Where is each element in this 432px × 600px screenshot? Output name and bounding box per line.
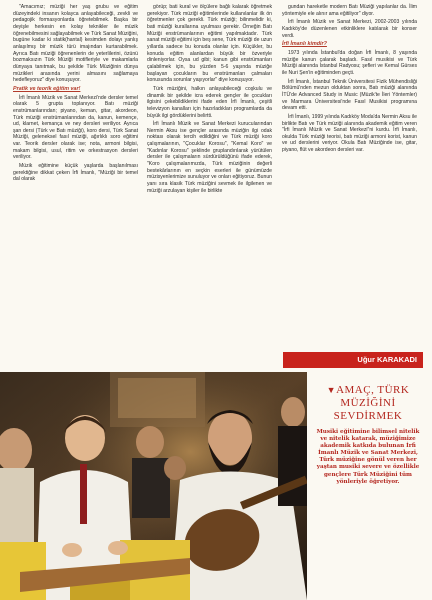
triangle-icon: ▼ bbox=[326, 385, 337, 395]
section-subheading: Pratik ve teorik eğitim var! bbox=[13, 85, 81, 92]
article-paragraph: gundan hareketle modern Batı Müziği yapılanlar da. İlim yöntemiyle ele alınır ama eğitiliyor" diyor. bbox=[282, 4, 417, 17]
article-paragraph: İrfi İmanlı Müzik ve Sanat Merkezi'nde dersler temel olarak 5 grupta toplanıyor. Batı müziği enstrümanlarından; piyano, keman, gitar, akordeon, Türk müziği enstrümanlarından da, kanun, kemençe, ud, klarnet, kemança ve ney dersleri veriliyor. Ayrıca şan dersi (Türk ve Batı müziği), koro dersi, Türk Sanat Müziği, geleneksel fasıl müziği, ağırlıklı soro eğitimi var. Teorik dersler olarak ise; nota, armoni bilgisi, makam bilgisi, usul, ritim ve orkestrasyon dersleri veriliyor. bbox=[13, 94, 138, 161]
sidebar-title-text: AMAÇ, TÜRK MÜZİĞİNİ SEVDİRMEK bbox=[333, 384, 410, 422]
sidebar-title bbox=[313, 384, 423, 423]
section-subheading: İrfi İmanlı kimdir? bbox=[282, 41, 327, 48]
article-paragraph: 1973 yılında İstanbul'da doğan İrfi İmanlı, 8 yaşında müziğe kanun çalarak başladı. Fasıl musikisi ve Türk Müziği alanında İstanbul Radyosu; şefleri ve Kemal Gürses ile Nuri Şen'in eğitiminden geçti. bbox=[282, 49, 417, 76]
article-paragraph: İrfi İmanlı, 1999 yılında Kadıköy Moda'da Nermin Aksu ile birlikte Batı ve Türk müziği alanında akademik eğitim veren "İrfi İmanlı Müzik ve Sanat Merkezi"ni kurdu. İrfi İmanlı, okulda Türk müziği teorisi, batı müziği armoni korist, kanun ve ud derslerini veriyor. Okula Batı Müziğinde ise, gitar, piyano, flüt ve akordeon dersleri var. bbox=[282, 113, 417, 154]
article-paragraph: Müzik eğitimine küçük yaşlarda başlanılması gerektiğine dikkat çeken İrfi İmanlı, "Müziği bir temel dal olarak bbox=[13, 163, 138, 183]
article-paragraph: Türk müziğini, halkın anlayabileceği coşkulu ve dinamik bir şekilde icra ederek gençler ile çocukları ilgisini çekebildiklerini ifade eden İrfi İmanlı, çeşitli televizyon kanalları için hazırladıkları programlarda da büyük ilgi gördüklerini belirtti. bbox=[147, 85, 272, 119]
author-byline: Uğur KARAKADI bbox=[283, 352, 423, 368]
sidebar-text: Musiki eğitimine bilimsel nitelik ve nitelik katarak, müziğimize akademik katkıda bulunan İrfi İmanlı Müzik ve Sanat Merkezi, Türk müziğine gönül veren her yaştan musiki severe ve özellikle gençlere Türk Müziğini tüm yönleriyle öğretiyor. bbox=[316, 429, 420, 485]
sidebar-box bbox=[313, 384, 423, 486]
article-paragraph: "Amacımız; müziği her yaş grubu ve eğitim düzeyindeki insanın kolayca anlayabileceği, zevkli ve pedagojik formasyonlarda öğretebilmek. Başka bir deyişle herkesin en kolay teknikler ile müzik öğrenebilmesini sağlayabilmek ve Türk Sanat Müziğini, bugüne kadar ki statik(hantal) kesimden dolayı yanlış anlaşılmış bir müzik türü imajından kurtarabilmek. Ayrıca Batı müziği öğrenenlerin de yeterlilerini, özünü bozmaksızın Türk Müziği motifleriyle ve makamlarla dünyaya tanıtmak, bu şekilde Türk Müziğinin dünya müzikleri arasında yerini almasını sağlamaya hedefleyoruz" diye konuşuyor. bbox=[13, 4, 138, 84]
article-column-1 bbox=[13, 4, 138, 185]
music-class-photo bbox=[0, 372, 307, 600]
article-paragraph: İrfi İmanlı Müzik ve Sanat Merkezi kurucularından Nermin Aksu ise gençler arasında müziğin ilgi odak noktası olarak tercih edildiğini ve Türk müziği koro çalışmalarının, "Çocuklar Korosu", "Kemal Koro" ve "Kadınlar Korosu" şeklinde gruplandırılarak yürütülen dersler ile çalışmaların sürdürüldüğünü ifade ederek, "Koro çalışmalarımızda, Türk müziğinin değerli bestekârlarının en seçkin eserleri ile günümüzde müzisyenlerimize sunuluyor ve onları eğitiyoruz. Bunun yanı sıra klasik Türk müziğini sevmek ile ilgilenen ve müziği arzulayan kişiler ile birlikte bbox=[147, 121, 272, 194]
article-paragraph: İrfi İmanlı, İstanbul Teknik Üniversitesi Fizik Mühendisliği Bölümü'nden mezun olduktan sonra, Batı müziği alanında İTÜ'de Advanced Study in Music (Müzik'te İleri Yöntemler) ve Marmara Üniversitesi'nde Fasıl Musikisi programına devam etti. bbox=[282, 78, 417, 112]
photo-illustration bbox=[0, 372, 307, 600]
article-column-2 bbox=[147, 4, 272, 196]
article-paragraph: İrfi İmanlı Müzik ve Sanat Merkezi, 2002-2003 yılında Kadıköy'de düzenlenen etkinliklere katılarak bir konser verdi. bbox=[282, 19, 417, 39]
article-column-3 bbox=[282, 4, 417, 156]
article-paragraph: görüp; bati kural ve ölçülere bağlı kalarak öğretmek gerekiyor. Türk müziği eğitimlerinde kullanılanlar ilk ön öğretmenler çok gerekli. Türk müziği; bilinmelidir ki, bati müziği kurallarına uyulması gerekir. Örneğin Batı Müziği enstrümanlarının eğitimi yapılmaktadır. Türk sanat müziği eğitimi için beş sene, Türk müziği de uzun yıllarda sadece bu konuda olanlar için. Küçükler, bu konuda eğitim alanlardan büyük bir özveriyle dinleniyorlar. Oysa ud gibi; kanun gibi enstrümanları çalabilmek için, bu yüzden 5-6 yaşında müziğe başlayan çocukların bu enstrümanları çalmaları konusunda sorunlar yaşıyorlar" diye konuşuyor. bbox=[147, 4, 272, 84]
